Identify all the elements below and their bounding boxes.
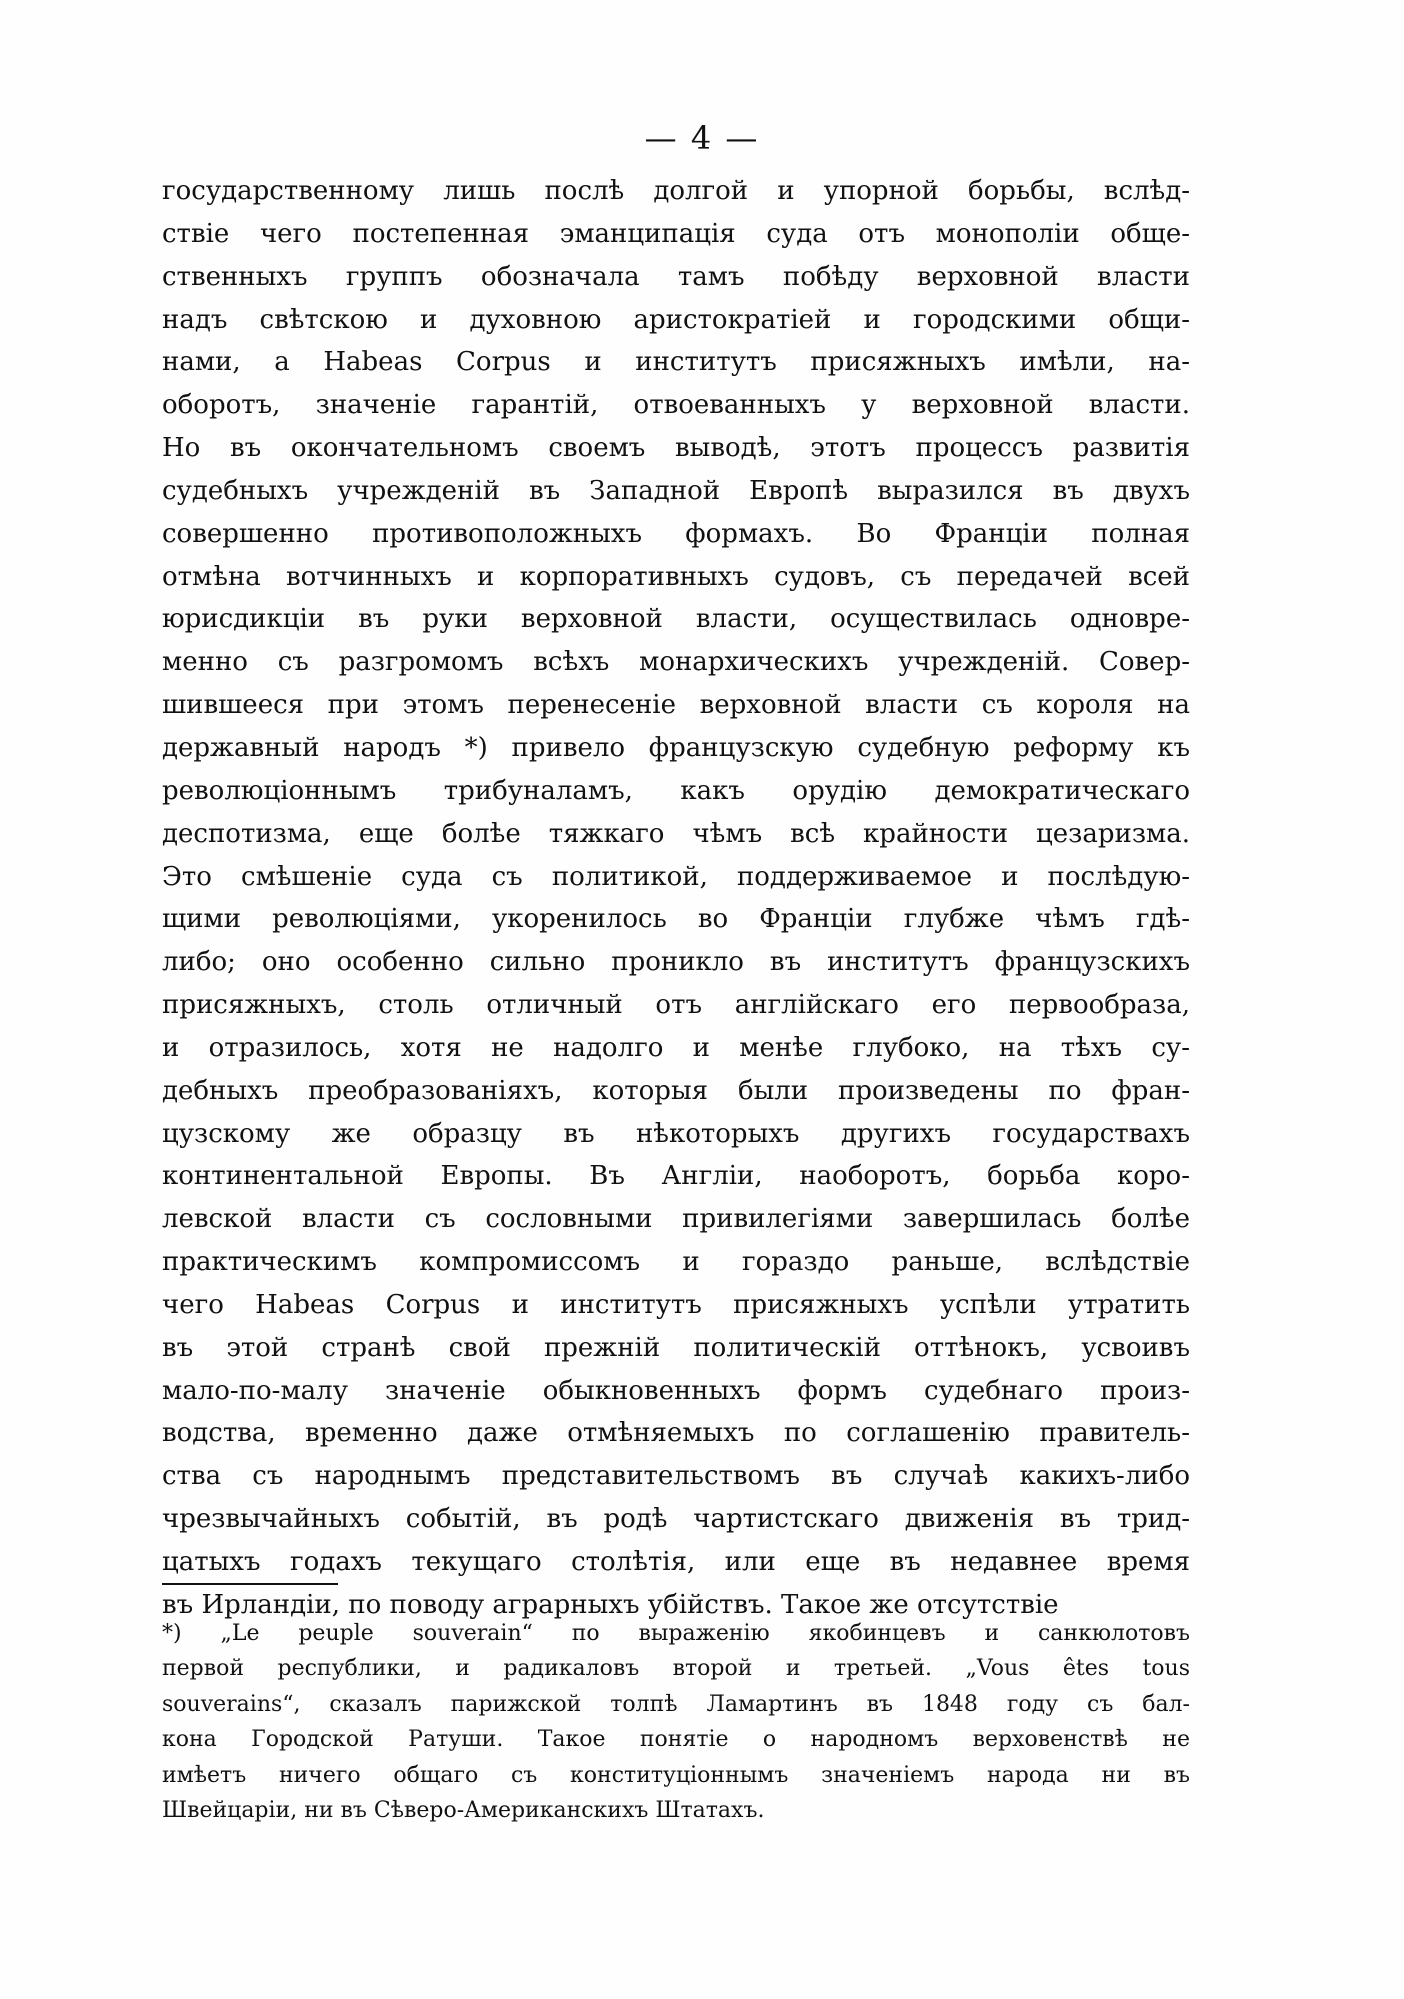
footnote-line: souverains“, сказалъ парижской толпѣ Ламартинъ въ 1848 году съ бал- bbox=[162, 1691, 1190, 1717]
text-line: ства съ народнымъ представительствомъ въ случаѣ какихъ-либо bbox=[162, 1461, 1190, 1492]
main-text bbox=[162, 170, 1190, 1627]
text-line: ствіе чего постепенная эманципація суда отъ монополіи обще- bbox=[162, 218, 1190, 249]
text-line: нами, а Habeas Corpus и институтъ присяжныхъ имѣли, на- bbox=[162, 347, 1190, 378]
text-line: державный народъ *) привело французскую судебную реформу къ bbox=[162, 732, 1190, 763]
text-line: континентальной Европы. Въ Англіи, наоборотъ, борьба коро- bbox=[162, 1161, 1190, 1192]
footnote-line: первой республики, и радикаловъ второй и третьей. „Vous êtes tous bbox=[162, 1656, 1190, 1682]
text-line: оборотъ, значеніе гарантій, отвоеванныхъ у верховной власти. bbox=[162, 390, 1190, 421]
footnote-line: имѣетъ ничего общаго съ конституціоннымъ значеніемъ народа ни въ bbox=[162, 1762, 1190, 1788]
footnote bbox=[162, 1616, 1190, 1828]
text-line: совершенно противоположныхъ формахъ. Во Франціи полная bbox=[162, 518, 1190, 549]
text-line: деспотизма, еще болѣе тяжкаго чѣмъ всѣ крайности цезаризма. bbox=[162, 818, 1190, 849]
text-line: цатыхъ годахъ текущаго столѣтія, или еще въ недавнее время bbox=[162, 1547, 1190, 1577]
text-line: надъ свѣтскою и духовною аристократіей и городскими общи- bbox=[162, 304, 1190, 335]
text-line: судебныхъ учрежденій въ Западной Европѣ выразился въ двухъ bbox=[162, 475, 1190, 506]
text-line: дебныхъ преобразованіяхъ, которыя были произведены по фран- bbox=[162, 1075, 1190, 1106]
text-line: щими революціями, укоренилось во Франціи глубже чѣмъ гдѣ- bbox=[162, 904, 1190, 935]
text-line: менно съ разгромомъ всѣхъ монархическихъ учрежденій. Совер- bbox=[162, 647, 1190, 678]
text-line: ственныхъ группъ обозначала тамъ побѣду верховной власти bbox=[162, 261, 1190, 292]
text-line: и отразилось, хотя не надолго и менѣе глубоко, на тѣхъ су- bbox=[162, 1032, 1190, 1063]
text-line: Но въ окончательномъ своемъ выводѣ, этотъ процессъ развитія bbox=[162, 433, 1190, 464]
text-line: юрисдикціи въ руки верховной власти, осуществилась одновре- bbox=[162, 604, 1190, 635]
text-line: Это смѣшеніе суда съ политикой, поддерживаемое и послѣдую- bbox=[162, 861, 1190, 892]
footnote-line: кона Городской Ратуши. Такое понятіе о народномъ верховенствѣ не bbox=[162, 1727, 1190, 1753]
text-line: чрезвычайныхъ событій, въ родѣ чартистскаго движенія въ трид- bbox=[162, 1504, 1190, 1535]
footnote-divider bbox=[162, 1583, 338, 1585]
footnote-line: *) „Le peuple souverain“ по выраженію якобинцевъ и санкюлотовъ bbox=[162, 1621, 1190, 1646]
footnote-line: Швейцаріи, ни въ Сѣверо-Американскихъ Штатахъ. bbox=[162, 1797, 765, 1823]
text-line: въ этой странѣ свой прежній политическій оттѣнокъ, усвоивъ bbox=[162, 1332, 1190, 1363]
text-line: шившееся при этомъ перенесеніе верховной власти съ короля на bbox=[162, 690, 1190, 721]
page-number: — 4 — bbox=[644, 119, 760, 157]
text-line: отмѣна вотчинныхъ и корпоративныхъ судовъ, съ передачей всей bbox=[162, 561, 1190, 592]
text-line: государственному лишь послѣ долгой и упорной борьбы, вслѣд- bbox=[162, 176, 1190, 206]
text-line: цузскому же образцу въ нѣкоторыхъ другихъ государствахъ bbox=[162, 1118, 1190, 1149]
text-line: чего Habeas Corpus и институтъ присяжныхъ успѣли утратить bbox=[162, 1289, 1190, 1320]
text-line: либо; оно особенно сильно проникло въ институтъ французскихъ bbox=[162, 947, 1190, 978]
text-line: практическимъ компромиссомъ и гораздо раньше, вслѣдствіе bbox=[162, 1247, 1190, 1278]
text-line: мало-по-малу значеніе обыкновенныхъ формъ судебнаго произ- bbox=[162, 1375, 1190, 1406]
text-line: водства, временно даже отмѣняемыхъ по соглашенію правитель- bbox=[162, 1418, 1190, 1449]
text-line: левской власти съ сословными привилегіями завершилась болѣе bbox=[162, 1204, 1190, 1235]
text-line: революціоннымъ трибуналамъ, какъ орудію демократическаго bbox=[162, 775, 1190, 806]
text-line: въ Ирландіи, по поводу аграрныхъ убійствъ. Такое же отсутствіе bbox=[162, 1589, 1059, 1620]
text-line: присяжныхъ, столь отличный отъ англійскаго его первообраза, bbox=[162, 990, 1190, 1021]
